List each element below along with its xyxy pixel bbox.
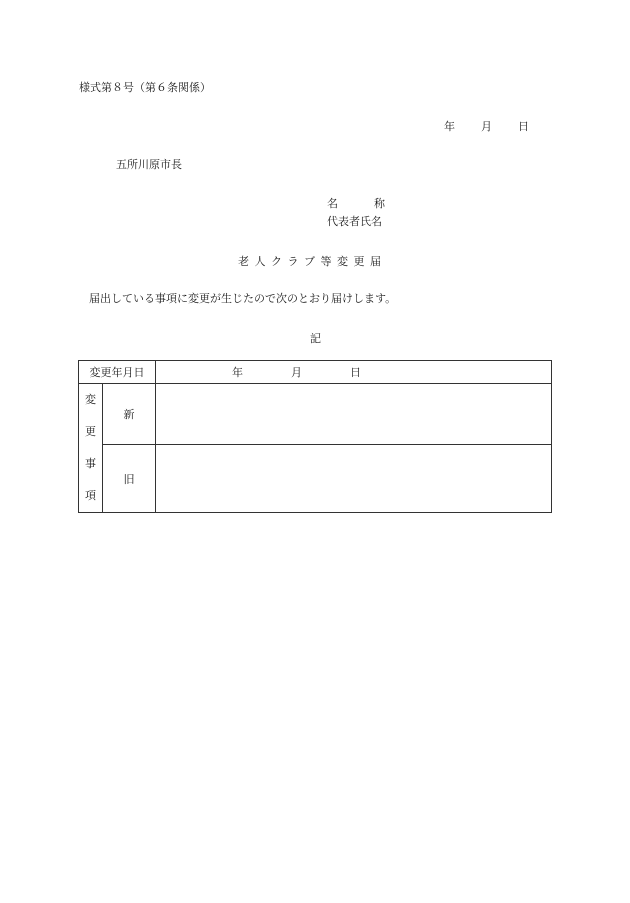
change-date-label: 変更年月日	[79, 361, 156, 384]
change-items-char: 項	[85, 489, 96, 502]
change-items-char: 変	[85, 393, 96, 406]
change-date-field[interactable]	[156, 361, 552, 384]
addressee: 五所川原市長	[116, 158, 182, 171]
form-number: 様式第８号（第６条関係）	[79, 81, 211, 94]
body-statement: 届出している事項に変更が生じたので次のとおり届けします。	[89, 292, 397, 305]
name-label-char-2: 称	[374, 197, 385, 210]
date-year-label: 年	[444, 120, 455, 133]
old-row	[79, 445, 552, 513]
change-items-label	[79, 384, 103, 513]
name-label-char-1: 名	[327, 197, 338, 210]
change-date-row	[79, 361, 552, 384]
old-label: 旧	[103, 445, 156, 513]
new-label: 新	[103, 384, 156, 445]
change-record-table	[78, 360, 552, 513]
date-month-label: 月	[481, 120, 492, 133]
document-title: 老人クラブ等変更届	[238, 255, 387, 268]
new-row	[79, 384, 552, 445]
new-value-field[interactable]	[156, 384, 552, 445]
table-date-month: 月	[291, 366, 302, 379]
table-date-day: 日	[350, 366, 361, 379]
representative-label: 代表者氏名	[327, 215, 382, 228]
organization-name-label	[327, 198, 385, 209]
submission-date	[444, 121, 529, 132]
ki-marker: 記	[310, 332, 321, 345]
old-value-field[interactable]	[156, 445, 552, 513]
change-items-char: 事	[85, 457, 96, 470]
table-date-year: 年	[232, 366, 243, 379]
change-items-char: 更	[85, 425, 96, 438]
date-day-label: 日	[518, 120, 529, 133]
